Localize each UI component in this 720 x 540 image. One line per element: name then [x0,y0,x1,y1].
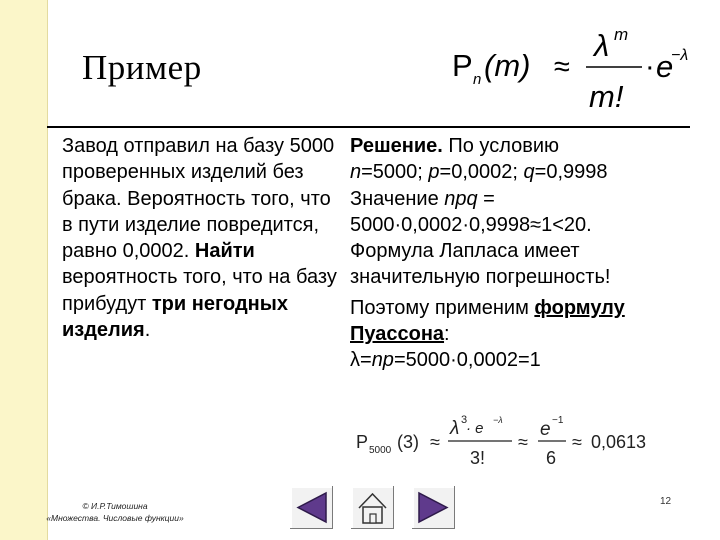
solution-intro: По условию [442,135,560,157]
triangle-left-icon [290,486,333,529]
poisson-formula-link[interactable]: формулу Пуассона [350,296,625,346]
val-q: =0,9998 [534,161,608,184]
formula-exp-base: e [656,49,674,84]
home-button[interactable] [351,486,394,529]
calc-arg: (3) [397,432,419,452]
problem-part-2: вероятность того, что на базу прибудут [62,266,337,315]
calc-num1-sup: 3 [461,414,468,426]
problem-part-3: . [144,319,151,342]
lambda-start: λ= [350,349,372,372]
poisson-colon: : [444,323,450,346]
calc-den2: 6 [546,448,557,468]
footer-author: © И.Р.Тимошина [82,501,148,511]
slide-footer [20,500,210,524]
calc-approx-1: ≈ [430,432,440,452]
solution-text [350,133,710,374]
var-np: np [371,349,394,372]
solution-line-3 [350,186,710,212]
problem-text [62,133,337,343]
calc-num2: e [540,419,551,440]
calc-lhs-sub: 5000 [369,445,392,456]
var-q: q [523,161,535,184]
home-icon [351,486,394,529]
calc-num1-exp: −λ [493,415,503,425]
calc-num1-dot: · e [466,420,484,437]
solution-line-2 [350,159,710,185]
prev-slide-button[interactable] [290,486,333,529]
val-n: =5000; [361,161,429,184]
val-p: =0,0002; [439,161,524,184]
calc-approx-3: ≈ [572,432,582,452]
formula-approx: ≈ [554,51,570,83]
calc-num1: λ [450,418,460,439]
calc-den1: 3! [470,448,486,468]
solution-line-7 [350,347,710,373]
formula-exp: −λ [671,47,689,64]
formula-dot: · [645,51,655,83]
formula-lhs: P [452,48,473,83]
decorative-sidebar [0,0,48,540]
npq-label: Значение [350,187,445,210]
calc-lhs: P [356,432,369,452]
var-p: p [428,161,440,184]
formula-numerator-sup: m [614,25,629,44]
formula-lhs-sub: n [473,71,482,88]
var-n: n [350,161,362,184]
calc-result: 0,0613 [591,432,647,452]
solution-line-5: Формула Лапласа имеет значительную погрешность! [350,240,611,289]
problem-bold-find: Найти [194,240,255,263]
calc-num2-sup: −1 [552,415,564,426]
page-number: 12 [660,496,672,507]
poisson-formula [448,20,693,115]
problem-part-1: Завод отправил на базу 5000 проверенных изделий без брака. Вероятность того, что в пути изделие повредится, равно 0,0002. [62,135,335,263]
title-divider [47,126,690,128]
poisson-intro: Поэтому применим [350,296,535,319]
formula-numerator: λ [594,28,610,63]
formula-arg: (m) [484,48,531,83]
next-slide-button[interactable] [412,486,455,529]
var-npq: npq [444,187,478,210]
solution-heading: Решение. [350,135,443,157]
solution-line-6 [350,295,710,348]
slide-title: Пример [82,48,202,87]
problem-bold-three: три негодных изделия [62,292,288,342]
formula-denominator: m! [589,79,624,114]
solution-line-4: 5000·0,0002·0,9998≈1<20. [350,213,592,236]
solution-line-1 [350,133,710,159]
triangle-right-icon [412,486,455,529]
poisson-computation [356,408,656,470]
npq-eq: = [477,187,495,210]
footer-course: «Множества. Числовые функции» [46,513,184,523]
calc-approx-2: ≈ [518,432,528,452]
lambda-end: =5000·0,0002=1 [393,349,541,372]
